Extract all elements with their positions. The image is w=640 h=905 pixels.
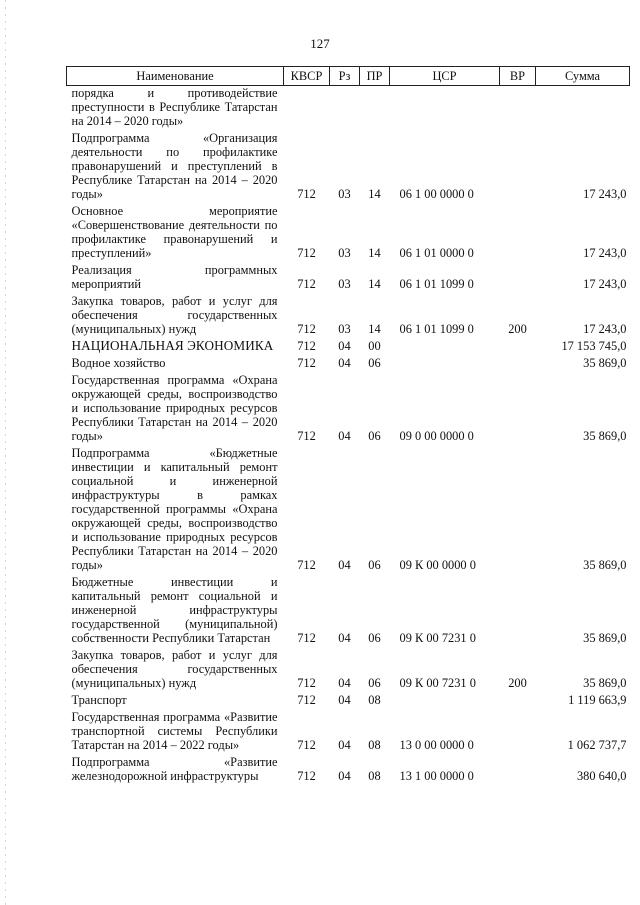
cell-pr: 14 xyxy=(368,277,381,291)
header-name: Наименование xyxy=(67,67,284,86)
header-rz: Рз xyxy=(330,67,360,86)
cell-name: Закупка товаров, работ и услуг для обеспечения государственных (муниципальных) нужд xyxy=(71,648,278,690)
cell-kvsr: 712 xyxy=(297,769,316,783)
cell-rz: 04 xyxy=(338,676,351,690)
cell-vr xyxy=(500,755,536,786)
cell-kvsr: 712 xyxy=(297,738,316,752)
cell-name: Подпрограмма «Организация деятельности по профилактике правонарушений и преступлений в Республике Татарстан на 2014 – 2020 годы» xyxy=(71,131,278,201)
cell-rz: 04 xyxy=(338,693,351,707)
cell-sum: 35 869,0 xyxy=(583,676,627,690)
table-row xyxy=(67,648,630,693)
table-row xyxy=(67,373,630,446)
cell-sum: 17 243,0 xyxy=(583,322,627,336)
cell-rz: 03 xyxy=(338,322,351,336)
cell-vr xyxy=(500,356,536,373)
cell-rz: 03 xyxy=(338,246,351,260)
cell-pr: 08 xyxy=(368,769,381,783)
cell-sum xyxy=(536,86,630,132)
cell-sum: 17 243,0 xyxy=(583,246,627,260)
cell-name: Государственная программа «Охрана окружающей среды, воспроизводство и использование природных ресурсов Республики Татарстан на 2014 – 2020 годы» xyxy=(71,373,278,443)
cell-sum: 35 869,0 xyxy=(583,356,627,370)
table-row xyxy=(67,446,630,575)
cell-rz: 03 xyxy=(338,277,351,291)
cell-vr: 200 xyxy=(508,322,527,336)
cell-name: Основное мероприятие «Совершенствование деятельности по профилактике правонарушений и преступлений» xyxy=(71,204,278,260)
table-row xyxy=(67,86,630,132)
table-body xyxy=(67,86,630,787)
cell-sum: 17 243,0 xyxy=(583,277,627,291)
cell-pr: 06 xyxy=(368,676,381,690)
cell-vr xyxy=(500,131,536,204)
cell-csr: 13 0 00 0000 0 xyxy=(399,738,474,752)
cell-vr: 200 xyxy=(508,676,527,690)
cell-name: Реализация программных мероприятий xyxy=(71,263,278,291)
cell-sum: 35 869,0 xyxy=(583,429,627,443)
cell-sum: 17 243,0 xyxy=(583,187,627,201)
cell-vr xyxy=(500,446,536,575)
cell-name: Государственная программа «Развитие транспортной системы Республики Татарстан на 2014 – 2022 годы» xyxy=(71,710,278,752)
page-number: 127 xyxy=(310,36,330,51)
cell-kvsr: 712 xyxy=(297,246,316,260)
cell-csr xyxy=(390,86,500,132)
cell-kvsr: 712 xyxy=(297,339,316,353)
table-header-row xyxy=(67,67,630,86)
cell-sum: 1 062 737,7 xyxy=(567,738,627,752)
header-pr: ПР xyxy=(360,67,390,86)
cell-rz: 04 xyxy=(338,339,351,353)
cell-rz: 04 xyxy=(338,558,351,572)
table-row xyxy=(67,575,630,648)
cell-pr: 14 xyxy=(368,246,381,260)
header-vr: ВР xyxy=(500,67,536,86)
cell-pr: 08 xyxy=(368,693,381,707)
cell-vr xyxy=(500,710,536,755)
cell-csr: 06 1 01 1099 0 xyxy=(399,322,474,336)
cell-name: порядка и противодействие преступности в Республике Татарстан на 2014 – 2020 годы» xyxy=(71,86,278,128)
cell-name: Транспорт xyxy=(71,693,127,707)
cell-pr: 06 xyxy=(368,429,381,443)
cell-kvsr: 712 xyxy=(297,356,316,370)
table-row xyxy=(67,294,630,339)
cell-pr: 06 xyxy=(368,631,381,645)
cell-vr xyxy=(500,693,536,710)
cell-csr xyxy=(390,356,500,373)
cell-pr: 08 xyxy=(368,738,381,752)
cell-csr: 13 1 00 0000 0 xyxy=(399,769,474,783)
cell-pr xyxy=(360,86,390,132)
cell-rz: 04 xyxy=(338,429,351,443)
cell-csr: 09 0 00 0000 0 xyxy=(399,429,474,443)
table-row xyxy=(67,693,630,710)
cell-vr xyxy=(500,575,536,648)
cell-vr xyxy=(500,263,536,294)
cell-csr: 06 1 01 1099 0 xyxy=(399,277,474,291)
cell-sum: 35 869,0 xyxy=(583,631,627,645)
cell-vr xyxy=(500,204,536,263)
cell-csr xyxy=(390,339,500,356)
table-row xyxy=(67,356,630,373)
cell-kvsr: 712 xyxy=(297,322,316,336)
cell-name: Водное хозяйство xyxy=(71,356,166,370)
cell-kvsr: 712 xyxy=(297,187,316,201)
cell-kvsr: 712 xyxy=(297,631,316,645)
cell-pr: 06 xyxy=(368,558,381,572)
cell-rz xyxy=(330,86,360,132)
cell-kvsr: 712 xyxy=(297,558,316,572)
cell-csr: 09 К 00 7231 0 xyxy=(399,631,476,645)
cell-kvsr: 712 xyxy=(297,277,316,291)
cell-name: НАЦИОНАЛЬНАЯ ЭКОНОМИКА xyxy=(71,338,274,353)
cell-kvsr: 712 xyxy=(297,676,316,690)
cell-pr: 00 xyxy=(368,339,381,353)
cell-csr xyxy=(390,693,500,710)
table-row xyxy=(67,339,630,356)
header-kvsr: КВСР xyxy=(284,67,330,86)
table-row xyxy=(67,710,630,755)
cell-csr: 09 К 00 0000 0 xyxy=(399,558,476,572)
cell-rz: 04 xyxy=(338,769,351,783)
scan-edge-artifact xyxy=(5,0,6,905)
cell-vr xyxy=(500,373,536,446)
cell-vr xyxy=(500,339,536,356)
cell-csr: 06 1 01 0000 0 xyxy=(399,246,474,260)
cell-sum: 17 153 745,0 xyxy=(561,339,627,353)
cell-name: Бюджетные инвестиции и капитальный ремонт социальной и инженерной инфраструктуры государственной (муниципальной) собственности Республики Татарстан xyxy=(71,575,278,645)
header-csr: ЦСР xyxy=(390,67,500,86)
cell-kvsr: 712 xyxy=(297,693,316,707)
cell-rz: 03 xyxy=(338,187,351,201)
cell-name: Закупка товаров, работ и услуг для обеспечения государственных (муниципальных) нужд xyxy=(71,294,278,336)
cell-pr: 14 xyxy=(368,187,381,201)
table-row xyxy=(67,204,630,263)
budget-table xyxy=(66,66,630,786)
cell-pr: 06 xyxy=(368,356,381,370)
cell-vr xyxy=(500,86,536,132)
cell-kvsr: 712 xyxy=(297,429,316,443)
cell-sum: 380 640,0 xyxy=(576,769,627,783)
cell-rz: 04 xyxy=(338,631,351,645)
table-row xyxy=(67,263,630,294)
cell-csr: 09 К 00 7231 0 xyxy=(399,676,476,690)
cell-sum: 35 869,0 xyxy=(583,558,627,572)
cell-rz: 04 xyxy=(338,356,351,370)
cell-csr: 06 1 00 0000 0 xyxy=(399,187,474,201)
table-row xyxy=(67,131,630,204)
cell-pr: 14 xyxy=(368,322,381,336)
header-sum: Сумма xyxy=(536,67,630,86)
cell-sum: 1 119 663,9 xyxy=(568,693,627,707)
cell-name: Подпрограмма «Развитие железнодорожной инфраструктуры xyxy=(71,755,278,783)
cell-kvsr xyxy=(284,86,330,132)
cell-rz: 04 xyxy=(338,738,351,752)
cell-name: Подпрограмма «Бюджетные инвестиции и капитальный ремонт социальной и инженерной инфраструктуры в рамках государственной программы «Охрана окружающей среды, воспроизводство и использование природных ресурсов Республики Татарстан на 2014 – 2020 годы» xyxy=(71,446,278,572)
table-row xyxy=(67,755,630,786)
